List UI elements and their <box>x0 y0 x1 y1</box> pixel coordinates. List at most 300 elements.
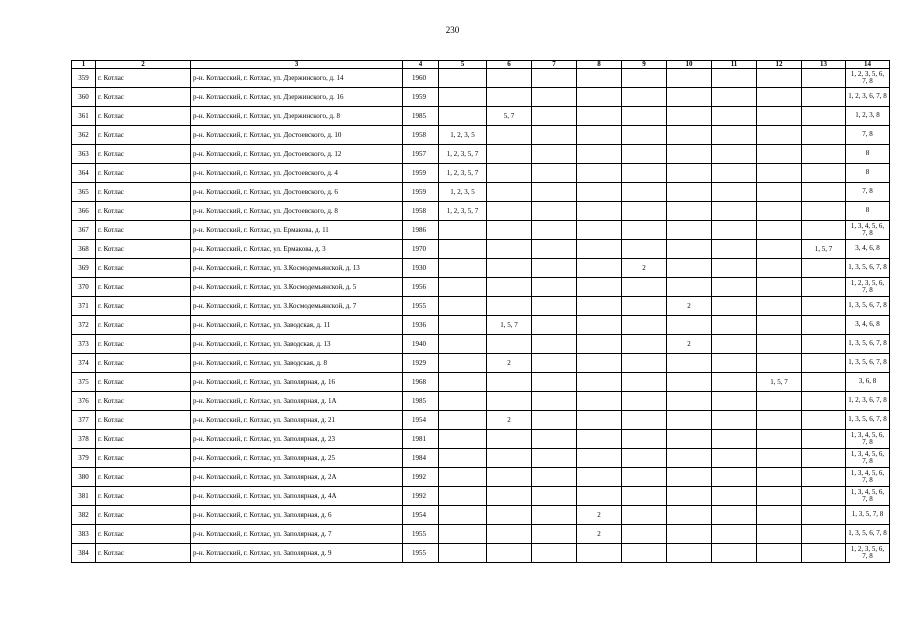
table-cell-col-1: 368 <box>72 240 96 259</box>
table-cell-col-6 <box>487 164 532 183</box>
table-cell-col-13: 1, 5, 7 <box>802 240 846 259</box>
table-cell-col-6: 2 <box>487 354 532 373</box>
table-row <box>72 259 890 278</box>
table-cell-col-6 <box>487 240 532 259</box>
table-cell-col-11 <box>712 506 757 525</box>
table-cell-col-1: 378 <box>72 430 96 449</box>
table-cell-col-14: 8 <box>846 145 890 164</box>
table-cell-col-9 <box>622 297 667 316</box>
table-cell-col-2: г. Котлас <box>96 468 191 487</box>
table-cell-col-3: р-н. Котласский, г. Котлас, ул. Заводская, д. 13 <box>191 335 403 354</box>
table-cell-col-13 <box>802 506 846 525</box>
table-cell-col-7 <box>532 259 577 278</box>
table-cell-col-12 <box>757 468 802 487</box>
table-cell-col-2: г. Котлас <box>96 202 191 221</box>
table-cell-col-2: г. Котлас <box>96 373 191 392</box>
table-cell-col-9 <box>622 449 667 468</box>
table-cell-col-9 <box>622 335 667 354</box>
table-cell-col-2: г. Котлас <box>96 487 191 506</box>
table-cell-col-14: 1, 3, 4, 5, 6, 7, 8 <box>846 430 890 449</box>
table-cell-col-6 <box>487 335 532 354</box>
table-cell-col-6 <box>487 221 532 240</box>
table-cell-col-3: р-н. Котласский, г. Котлас, ул. Заполярная, д. 4А <box>191 487 403 506</box>
table-cell-col-6 <box>487 126 532 145</box>
table-cell-col-5 <box>439 411 487 430</box>
table-row <box>72 126 890 145</box>
table-cell-col-12 <box>757 411 802 430</box>
table-cell-col-1: 361 <box>72 107 96 126</box>
table-row <box>72 506 890 525</box>
table-cell-col-3: р-н. Котласский, г. Котлас, ул. Заводская, д. 8 <box>191 354 403 373</box>
table-cell-col-12 <box>757 297 802 316</box>
column-header-8: 8 <box>577 61 622 69</box>
table-cell-col-14: 1, 3, 4, 5, 6, 7, 8 <box>846 487 890 506</box>
table-cell-col-14: 1, 3, 5, 7, 8 <box>846 506 890 525</box>
table-row <box>72 335 890 354</box>
table-cell-col-4: 1985 <box>403 107 439 126</box>
table-cell-col-11 <box>712 259 757 278</box>
table-row <box>72 164 890 183</box>
table-cell-col-13 <box>802 525 846 544</box>
table-cell-col-12 <box>757 259 802 278</box>
table-cell-col-2: г. Котлас <box>96 544 191 563</box>
table-cell-col-14: 1, 3, 4, 5, 6, 7, 8 <box>846 449 890 468</box>
table-cell-col-7 <box>532 411 577 430</box>
table-cell-col-7 <box>532 107 577 126</box>
table-cell-col-1: 369 <box>72 259 96 278</box>
table-cell-col-10 <box>667 411 712 430</box>
column-header-11: 11 <box>712 61 757 69</box>
table-cell-col-2: г. Котлас <box>96 145 191 164</box>
table-cell-col-9 <box>622 430 667 449</box>
column-header-7: 7 <box>532 61 577 69</box>
table-cell-col-2: г. Котлас <box>96 316 191 335</box>
table-row <box>72 107 890 126</box>
table-cell-col-4: 1959 <box>403 88 439 107</box>
table-cell-col-3: р-н. Котласский, г. Котлас, ул. Ермакова, д. 11 <box>191 221 403 240</box>
table-cell-col-14: 1, 3, 5, 6, 7, 8 <box>846 297 890 316</box>
table-cell-col-7 <box>532 449 577 468</box>
table-cell-col-5 <box>439 544 487 563</box>
table-row <box>72 544 890 563</box>
table-cell-col-7 <box>532 316 577 335</box>
table-cell-col-8 <box>577 221 622 240</box>
table-cell-col-11 <box>712 145 757 164</box>
table-cell-col-10 <box>667 202 712 221</box>
table-cell-col-3: р-н. Котласский, г. Котлас, ул. Дзержинского, д. 14 <box>191 69 403 88</box>
table-cell-col-8 <box>577 69 622 88</box>
table-cell-col-12 <box>757 487 802 506</box>
table-cell-col-13 <box>802 335 846 354</box>
table-cell-col-11 <box>712 164 757 183</box>
table-cell-col-4: 1985 <box>403 392 439 411</box>
table-cell-col-14: 8 <box>846 164 890 183</box>
table-cell-col-9 <box>622 354 667 373</box>
column-header-10: 10 <box>667 61 712 69</box>
table-cell-col-8 <box>577 107 622 126</box>
table-cell-col-6 <box>487 202 532 221</box>
table-cell-col-8 <box>577 259 622 278</box>
table-cell-col-4: 1955 <box>403 525 439 544</box>
table-cell-col-4: 1940 <box>403 335 439 354</box>
table-cell-col-6: 1, 5, 7 <box>487 316 532 335</box>
table-cell-col-5: 1, 2, 3, 5, 7 <box>439 145 487 164</box>
table-cell-col-1: 359 <box>72 69 96 88</box>
table-cell-col-12: 1, 5, 7 <box>757 373 802 392</box>
table-cell-col-9 <box>622 240 667 259</box>
table-cell-col-6 <box>487 373 532 392</box>
table-row <box>72 145 890 164</box>
table-cell-col-5 <box>439 240 487 259</box>
table-cell-col-11 <box>712 430 757 449</box>
table-cell-col-4: 1958 <box>403 202 439 221</box>
table-cell-col-4: 1984 <box>403 449 439 468</box>
table-cell-col-9 <box>622 487 667 506</box>
table-cell-col-8 <box>577 88 622 107</box>
table-row <box>72 468 890 487</box>
table-cell-col-13 <box>802 392 846 411</box>
table-cell-col-3: р-н. Котласский, г. Котлас, ул. Заполярная, д. 23 <box>191 430 403 449</box>
table-cell-col-2: г. Котлас <box>96 221 191 240</box>
table-cell-col-4: 1929 <box>403 354 439 373</box>
table-cell-col-14: 3, 6, 8 <box>846 373 890 392</box>
table-cell-col-5 <box>439 278 487 297</box>
table-cell-col-3: р-н. Котласский, г. Котлас, ул. Заполярная, д. 7 <box>191 525 403 544</box>
table-cell-col-8 <box>577 278 622 297</box>
table-cell-col-3: р-н. Котласский, г. Котлас, ул. З.Космодемьянской, д. 5 <box>191 278 403 297</box>
table-cell-col-6 <box>487 430 532 449</box>
table-cell-col-3: р-н. Котласский, г. Котлас, ул. Достоевского, д. 8 <box>191 202 403 221</box>
table-cell-col-7 <box>532 240 577 259</box>
table-cell-col-9: 2 <box>622 259 667 278</box>
table-cell-col-1: 375 <box>72 373 96 392</box>
table-cell-col-10 <box>667 278 712 297</box>
table-row <box>72 297 890 316</box>
table-cell-col-9 <box>622 278 667 297</box>
table-cell-col-7 <box>532 392 577 411</box>
table-cell-col-8 <box>577 544 622 563</box>
table-cell-col-1: 383 <box>72 525 96 544</box>
table-cell-col-1: 373 <box>72 335 96 354</box>
table-row <box>72 411 890 430</box>
table-cell-col-11 <box>712 487 757 506</box>
table-cell-col-5 <box>439 392 487 411</box>
table-cell-col-2: г. Котлас <box>96 392 191 411</box>
table-cell-col-6: 5, 7 <box>487 107 532 126</box>
table-cell-col-2: г. Котлас <box>96 506 191 525</box>
table-cell-col-1: 374 <box>72 354 96 373</box>
table-cell-col-11 <box>712 411 757 430</box>
table-row <box>72 278 890 297</box>
table-cell-col-2: г. Котлас <box>96 88 191 107</box>
table-cell-col-7 <box>532 297 577 316</box>
table-cell-col-14: 1, 3, 5, 6, 7, 8 <box>846 354 890 373</box>
table-cell-col-5 <box>439 354 487 373</box>
table-cell-col-9 <box>622 373 667 392</box>
table-cell-col-3: р-н. Котласский, г. Котлас, ул. Дзержинского, д. 8 <box>191 107 403 126</box>
table-cell-col-12 <box>757 525 802 544</box>
table-cell-col-8 <box>577 126 622 145</box>
table-cell-col-11 <box>712 544 757 563</box>
table-cell-col-14: 8 <box>846 202 890 221</box>
table-cell-col-6 <box>487 506 532 525</box>
table-cell-col-2: г. Котлас <box>96 240 191 259</box>
table-cell-col-7 <box>532 164 577 183</box>
data-table <box>71 60 890 563</box>
table-cell-col-13 <box>802 278 846 297</box>
table-cell-col-10 <box>667 506 712 525</box>
table-cell-col-7 <box>532 202 577 221</box>
table-cell-col-7 <box>532 88 577 107</box>
table-cell-col-9 <box>622 506 667 525</box>
table-cell-col-2: г. Котлас <box>96 525 191 544</box>
page-number: 230 <box>445 25 460 35</box>
table-cell-col-13 <box>802 544 846 563</box>
table-cell-col-8 <box>577 411 622 430</box>
table-cell-col-8 <box>577 392 622 411</box>
table-cell-col-5 <box>439 316 487 335</box>
table-cell-col-2: г. Котлас <box>96 183 191 202</box>
table-cell-col-11 <box>712 221 757 240</box>
table-cell-col-7 <box>532 525 577 544</box>
column-header-14: 14 <box>846 61 890 69</box>
table-cell-col-4: 1954 <box>403 506 439 525</box>
table-cell-col-10 <box>667 430 712 449</box>
table-cell-col-13 <box>802 126 846 145</box>
table-cell-col-13 <box>802 145 846 164</box>
table-cell-col-2: г. Котлас <box>96 430 191 449</box>
table-cell-col-7 <box>532 506 577 525</box>
column-header-12: 12 <box>757 61 802 69</box>
table-cell-col-9 <box>622 544 667 563</box>
table-cell-col-6 <box>487 297 532 316</box>
table-cell-col-14: 1, 3, 5, 6, 7, 8 <box>846 259 890 278</box>
table-cell-col-14: 1, 2, 3, 5, 6, 7, 8 <box>846 544 890 563</box>
column-header-3: 3 <box>191 61 403 69</box>
table-cell-col-4: 1958 <box>403 126 439 145</box>
table-cell-col-11 <box>712 449 757 468</box>
table-cell-col-3: р-н. Котласский, г. Котлас, ул. Заполярная, д. 6 <box>191 506 403 525</box>
table-cell-col-12 <box>757 88 802 107</box>
table-cell-col-9 <box>622 468 667 487</box>
table-cell-col-11 <box>712 373 757 392</box>
table-cell-col-6 <box>487 449 532 468</box>
table-cell-col-14: 1, 3, 5, 6, 7, 8 <box>846 411 890 430</box>
table-cell-col-11 <box>712 354 757 373</box>
table-cell-col-5: 1, 2, 3, 5, 7 <box>439 202 487 221</box>
table-cell-col-3: р-н. Котласский, г. Котлас, ул. Заполярная, д. 25 <box>191 449 403 468</box>
table-cell-col-11 <box>712 278 757 297</box>
table-cell-col-3: р-н. Котласский, г. Котлас, ул. Заполярная, д. 2А <box>191 468 403 487</box>
table-cell-col-1: 360 <box>72 88 96 107</box>
column-header-2: 2 <box>96 61 191 69</box>
table-cell-col-5 <box>439 449 487 468</box>
table-row <box>72 183 890 202</box>
table-cell-col-6 <box>487 544 532 563</box>
table-cell-col-2: г. Котлас <box>96 449 191 468</box>
table-row <box>72 392 890 411</box>
table-row <box>72 487 890 506</box>
table-cell-col-11 <box>712 525 757 544</box>
table-cell-col-8 <box>577 145 622 164</box>
table-cell-col-14: 7, 8 <box>846 183 890 202</box>
table-cell-col-13 <box>802 221 846 240</box>
table-cell-col-10 <box>667 69 712 88</box>
table-cell-col-4: 1954 <box>403 411 439 430</box>
table-row <box>72 354 890 373</box>
table-cell-col-12 <box>757 449 802 468</box>
table-cell-col-1: 364 <box>72 164 96 183</box>
table-cell-col-10: 2 <box>667 335 712 354</box>
table-cell-col-1: 379 <box>72 449 96 468</box>
table-cell-col-2: г. Котлас <box>96 297 191 316</box>
table-cell-col-8 <box>577 183 622 202</box>
table-cell-col-1: 382 <box>72 506 96 525</box>
table-cell-col-4: 1992 <box>403 487 439 506</box>
table-cell-col-3: р-н. Котласский, г. Котлас, ул. З.Космодемьянской, д. 13 <box>191 259 403 278</box>
table-cell-col-6 <box>487 392 532 411</box>
table-cell-col-1: 376 <box>72 392 96 411</box>
table-cell-col-5 <box>439 487 487 506</box>
table-cell-col-9 <box>622 392 667 411</box>
table-cell-col-3: р-н. Котласский, г. Котлас, ул. Заполярная, д. 1А <box>191 392 403 411</box>
table-cell-col-4: 1955 <box>403 297 439 316</box>
table-cell-col-13 <box>802 107 846 126</box>
table-cell-col-3: р-н. Котласский, г. Котлас, ул. Достоевского, д. 4 <box>191 164 403 183</box>
table-cell-col-2: г. Котлас <box>96 107 191 126</box>
table-cell-col-11 <box>712 126 757 145</box>
table-cell-col-7 <box>532 487 577 506</box>
table-cell-col-14: 1, 2, 3, 5, 6, 7, 8 <box>846 278 890 297</box>
table-cell-col-13 <box>802 354 846 373</box>
table-cell-col-5 <box>439 88 487 107</box>
table-cell-col-14: 1, 3, 4, 5, 6, 7, 8 <box>846 221 890 240</box>
table-cell-col-8 <box>577 297 622 316</box>
table-cell-col-11 <box>712 316 757 335</box>
table-cell-col-10 <box>667 525 712 544</box>
table-cell-col-10 <box>667 126 712 145</box>
table-cell-col-2: г. Котлас <box>96 411 191 430</box>
table-cell-col-14: 1, 2, 3, 6, 7, 8 <box>846 88 890 107</box>
table-cell-col-12 <box>757 335 802 354</box>
table-cell-col-14: 1, 3, 4, 5, 6, 7, 8 <box>846 468 890 487</box>
table-cell-col-8 <box>577 316 622 335</box>
table-cell-col-7 <box>532 468 577 487</box>
table-cell-col-13 <box>802 259 846 278</box>
table-cell-col-10 <box>667 354 712 373</box>
table-cell-col-14: 3, 4, 6, 8 <box>846 240 890 259</box>
table-cell-col-7 <box>532 430 577 449</box>
table-cell-col-3: р-н. Котласский, г. Котлас, ул. Заполярная, д. 9 <box>191 544 403 563</box>
table-cell-col-5 <box>439 468 487 487</box>
table-cell-col-10 <box>667 240 712 259</box>
table-cell-col-6 <box>487 259 532 278</box>
table-cell-col-10 <box>667 221 712 240</box>
table-row <box>72 430 890 449</box>
table-cell-col-4: 1956 <box>403 278 439 297</box>
table-cell-col-10 <box>667 544 712 563</box>
table-cell-col-4: 1957 <box>403 145 439 164</box>
table-cell-col-7 <box>532 354 577 373</box>
table-cell-col-3: р-н. Котласский, г. Котлас, ул. Заполярная, д. 16 <box>191 373 403 392</box>
table-cell-col-9 <box>622 202 667 221</box>
table-cell-col-14: 1, 3, 5, 6, 7, 8 <box>846 525 890 544</box>
table-cell-col-10 <box>667 392 712 411</box>
table-cell-col-12 <box>757 392 802 411</box>
header-row <box>72 61 890 69</box>
table-cell-col-9 <box>622 316 667 335</box>
table-cell-col-4: 1959 <box>403 183 439 202</box>
table-cell-col-8 <box>577 449 622 468</box>
table-cell-col-11 <box>712 88 757 107</box>
table-cell-col-8 <box>577 164 622 183</box>
table-cell-col-1: 380 <box>72 468 96 487</box>
table-cell-col-11 <box>712 468 757 487</box>
table-cell-col-5: 1, 2, 3, 5, 7 <box>439 164 487 183</box>
table-cell-col-1: 363 <box>72 145 96 164</box>
table-cell-col-11 <box>712 202 757 221</box>
table-cell-col-1: 372 <box>72 316 96 335</box>
table-row <box>72 221 890 240</box>
table-cell-col-3: р-н. Котласский, г. Котлас, ул. З.Космодемьянской, д. 7 <box>191 297 403 316</box>
table-row <box>72 373 890 392</box>
table-cell-col-7 <box>532 69 577 88</box>
table-cell-col-1: 370 <box>72 278 96 297</box>
table-cell-col-10 <box>667 88 712 107</box>
table-cell-col-7 <box>532 278 577 297</box>
table-cell-col-10 <box>667 183 712 202</box>
table-cell-col-12 <box>757 145 802 164</box>
table-cell-col-12 <box>757 316 802 335</box>
table-cell-col-8: 2 <box>577 506 622 525</box>
table-cell-col-2: г. Котлас <box>96 259 191 278</box>
table-cell-col-2: г. Котлас <box>96 69 191 88</box>
table-cell-col-1: 367 <box>72 221 96 240</box>
table-cell-col-10 <box>667 145 712 164</box>
table-cell-col-7 <box>532 221 577 240</box>
table-cell-col-9 <box>622 107 667 126</box>
table-cell-col-3: р-н. Котласский, г. Котлас, ул. Заводская, д. 11 <box>191 316 403 335</box>
table-cell-col-9 <box>622 411 667 430</box>
table-cell-col-2: г. Котлас <box>96 164 191 183</box>
table-cell-col-3: р-н. Котласский, г. Котлас, ул. Ермакова, д. 3 <box>191 240 403 259</box>
table-cell-col-5 <box>439 221 487 240</box>
table-cell-col-2: г. Котлас <box>96 335 191 354</box>
table-cell-col-6 <box>487 525 532 544</box>
table-cell-col-14: 1, 2, 3, 6, 7, 8 <box>846 392 890 411</box>
table-cell-col-6 <box>487 468 532 487</box>
table-cell-col-4: 1959 <box>403 164 439 183</box>
table-cell-col-5 <box>439 430 487 449</box>
table-cell-col-4: 1936 <box>403 316 439 335</box>
table-cell-col-6 <box>487 183 532 202</box>
table-cell-col-13 <box>802 487 846 506</box>
table-cell-col-9 <box>622 525 667 544</box>
table-cell-col-8 <box>577 240 622 259</box>
table-cell-col-1: 384 <box>72 544 96 563</box>
table-cell-col-9 <box>622 69 667 88</box>
table-cell-col-3: р-н. Котласский, г. Котлас, ул. Заполярная, д. 21 <box>191 411 403 430</box>
table-cell-col-7 <box>532 126 577 145</box>
table-cell-col-13 <box>802 69 846 88</box>
table-row <box>72 525 890 544</box>
table-cell-col-4: 1992 <box>403 468 439 487</box>
table-cell-col-3: р-н. Котласский, г. Котлас, ул. Достоевского, д. 12 <box>191 145 403 164</box>
table-cell-col-7 <box>532 544 577 563</box>
table-cell-col-5 <box>439 506 487 525</box>
table-cell-col-3: р-н. Котласский, г. Котлас, ул. Достоевского, д. 6 <box>191 183 403 202</box>
table-cell-col-7 <box>532 335 577 354</box>
